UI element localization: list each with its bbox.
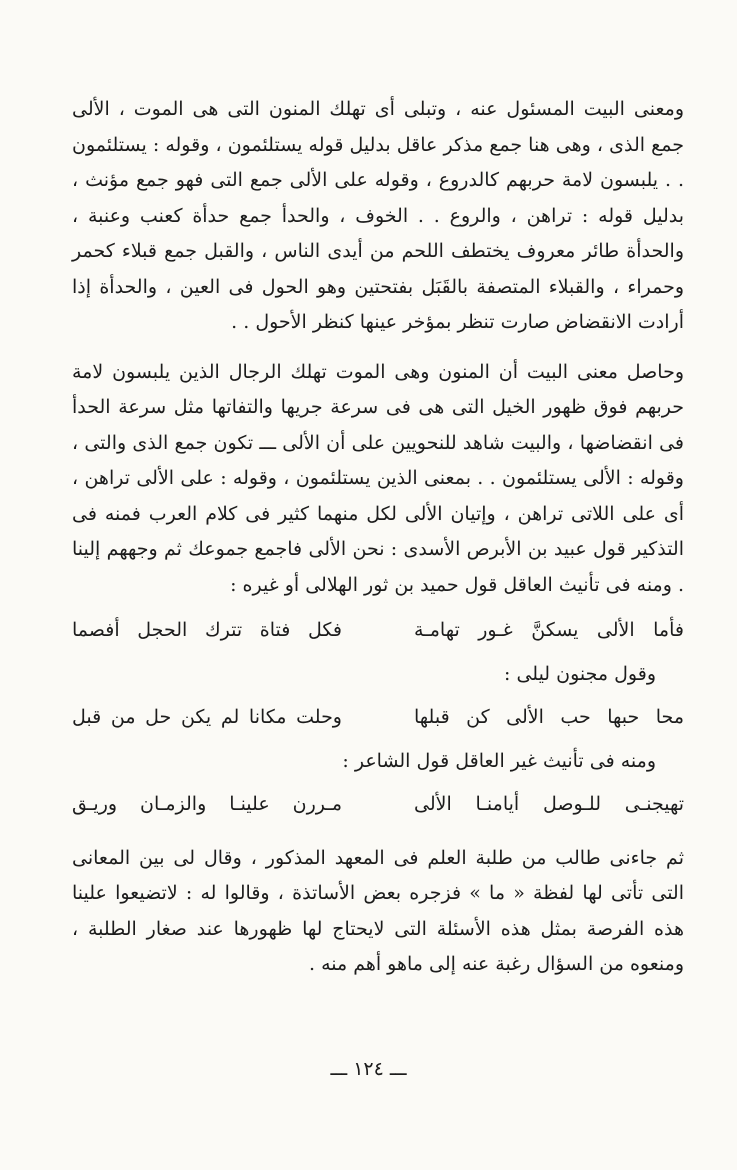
verse-second-hemistich: وحلت مكانا لم يكن حل من قبل xyxy=(72,706,342,728)
verse-first-hemistich: فأما الألى يسكنَّ غـور تهامـة xyxy=(414,619,684,641)
paragraph-anecdote: ثم جاءنى طالب من طلبة العلم فى المعهد المذكور ، وقال لى بين المعانى التى تأتى لها لفظة « ما » فزجره بعض الأساتذة ، وقالوا له : لاتضيعوا علينا هذه الفرصة بمثل هذه الأسئلة التى لايحتاج لها ظهورها عند صغار الطلبة ، ومنعوه من السؤال رغبة عنه إلى ماهو أهم منه . xyxy=(72,846,684,975)
verse-first-hemistich: محا حبها حب الألى كن قبلها xyxy=(414,706,684,728)
verse-second-hemistich: مـررن علينـا والزمـان وريـق xyxy=(72,793,342,815)
verse-line xyxy=(72,787,684,823)
page-content xyxy=(72,92,684,983)
verse-intro: وقول مجنون ليلى : xyxy=(504,662,656,685)
paragraph-explanation: ومعنى البيت المسئول عنه ، وتبلى أى تهلك المنون التى هى الموت ، الألى جمع الذى ، وهى هنا جمع مذكر عاقل بدليل قوله يستلئمون ، وقوله : يستلئمون . . يلبسون لامة حربهم كالدروع ، وقوله على الألى جمع التى فهو جمع مؤنث ، بدليل قوله : تراهن ، والروع . . الخوف ، والحدأ جمع حدأة كعنب وعنبة ، والحدأة طائر معروف يختطف اللحم من أيدى الناس ، والقبل جمع قبلاء كحمر وحمراء ، والقبلاء المتصفة بالقَبَل بفتحتين وهو الحول فى العين ، والحدأة إذا أرادت الانقضاض صارت تنظر بمؤخر عينها كنظر الأحول . . xyxy=(72,98,684,333)
page-number: ـــ ١٢٤ ـــ xyxy=(330,1058,407,1080)
verse-line xyxy=(72,700,684,736)
verse-line xyxy=(72,613,684,649)
verse-first-hemistich: تهيجنـى للـوصل أيامنـا الألى xyxy=(414,793,684,815)
paragraph-summary: وحاصل معنى البيت أن المنون وهى الموت تهلك الرجال الذين يلبسون لامة حربهم فوق ظهور الخيل التى هى فى سرعة جريها والتفاتها مثل سرعة الحدأ فى انقضاضها ، والبيت شاهد للنحويين على أن الألى ـــ تكون جمع الذى والتى ، وقوله : الألى يستلئمون . . بمعنى الذين يستلئمون ، وقوله : على الألى تراهن ، أى على اللاتى تراهن ، وإتيان الألى لكل منهما كثير فى كلام العرب فمنه فى التذكير قول عبيد بن الأبرص الأسدى : نحن الألى فاجمع جموعك ثم وجههم إلينا . ومنه فى تأنيث العاقل قول حميد بن ثور الهلالى أو غيره : xyxy=(72,360,684,596)
verse-intro: ومنه فى تأنيث غير العاقل قول الشاعر : xyxy=(342,749,656,772)
verse-second-hemistich: فكل فتاة تترك الحجل أفصما xyxy=(72,619,342,641)
